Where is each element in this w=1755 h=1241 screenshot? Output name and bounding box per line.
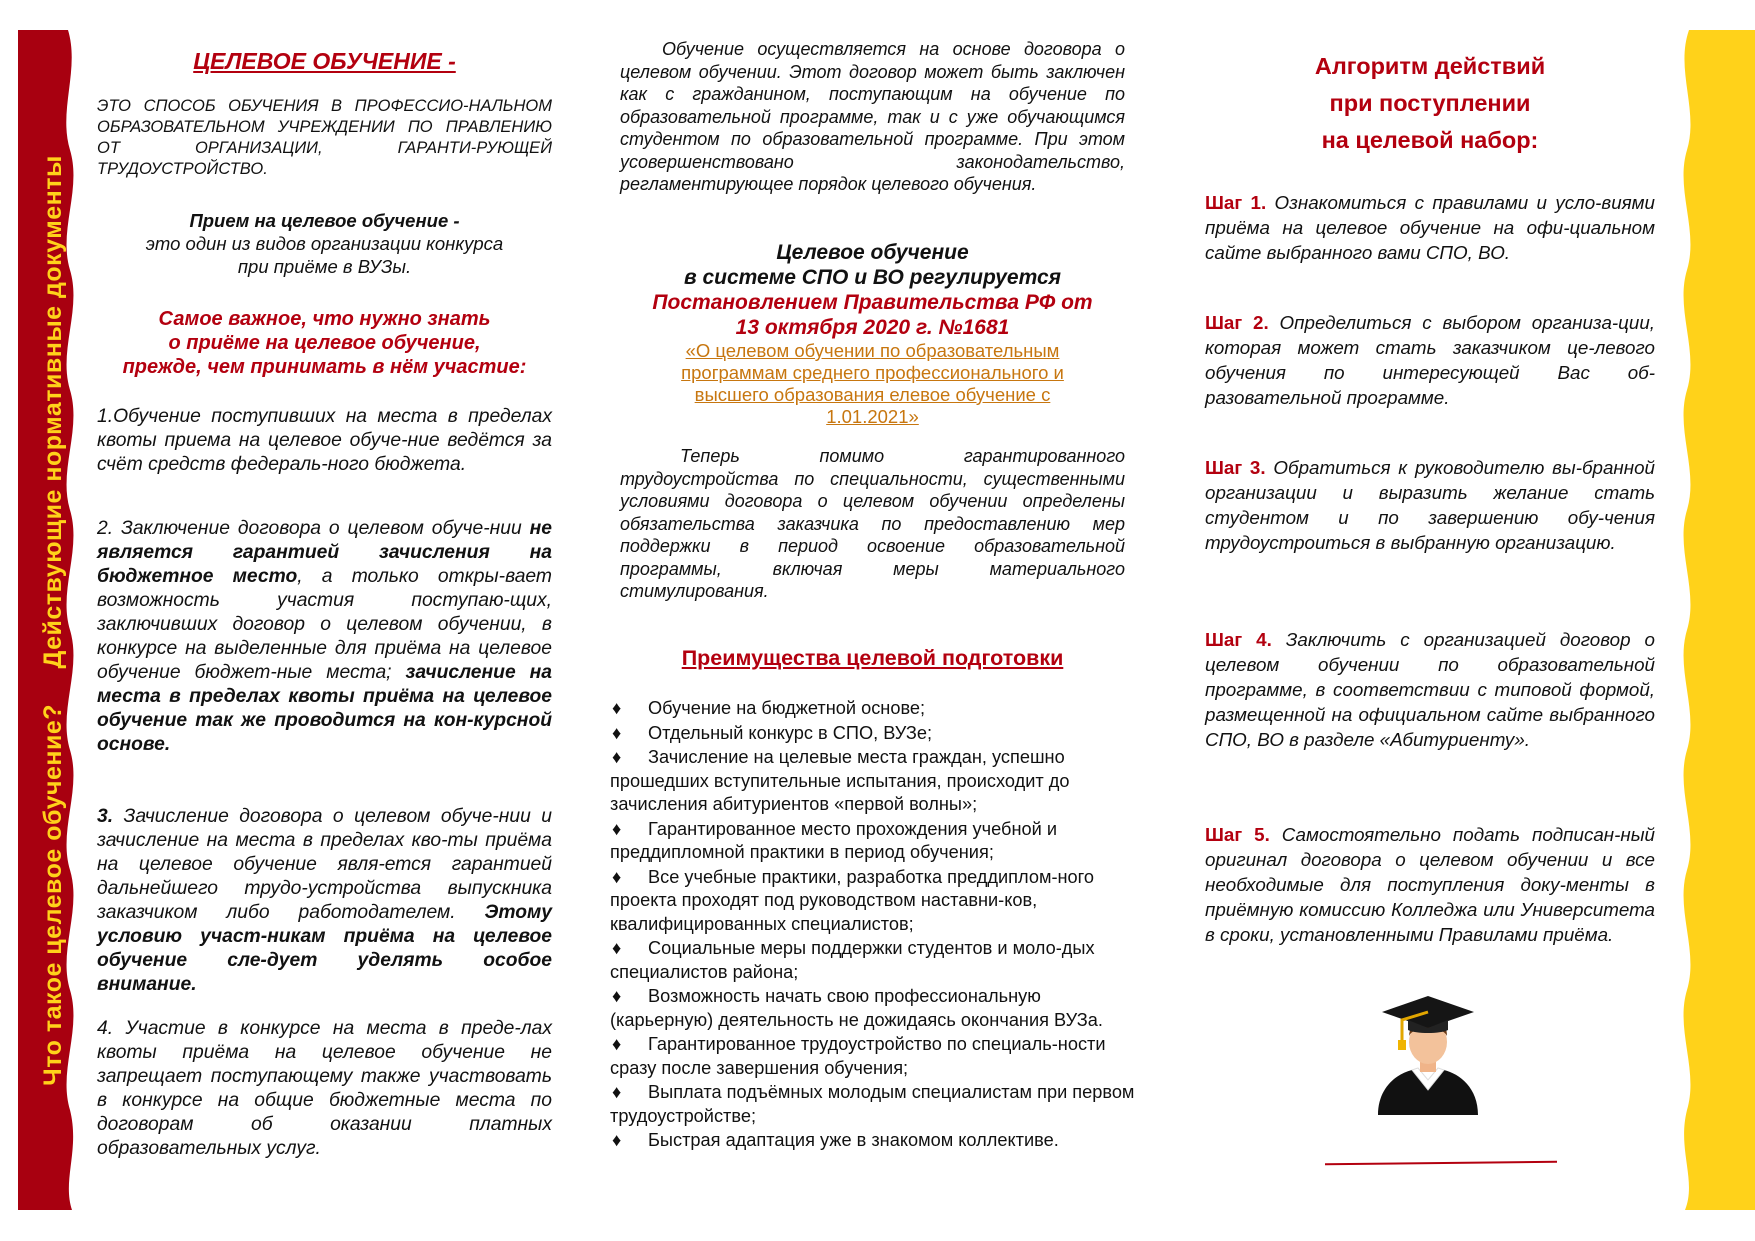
reg-line1: Целевое обучение: [776, 241, 969, 264]
important-heading: [97, 307, 552, 379]
item-3-num: 3.: [97, 806, 114, 827]
step-1: [1205, 190, 1655, 265]
bullet-icon: ♦: [612, 722, 622, 743]
step-text: Ознакомиться с правилами и усло-виями приёма на целевое обучение на офи-циальном сайте выбранного вами СПО, ВО.: [1205, 192, 1655, 263]
important-line1: Самое важное, что нужно знать: [158, 308, 491, 330]
list-item: [610, 1033, 1135, 1080]
advantage-text: Отдельный конкурс в СПО, ВУЗе;: [648, 722, 933, 743]
bullet-icon: ♦: [612, 866, 622, 887]
list-item: [610, 866, 1135, 937]
admission-line2: это один из видов организации конкурса: [145, 233, 504, 254]
item-2-b: не является гарантией зачисления на бюджетное место: [97, 518, 552, 587]
side-banner-text: [22, 30, 84, 1210]
col1-title: ЦЕЛЕВОЕ ОБУЧЕНИЕ -: [193, 48, 456, 74]
step-label: Шаг 4.: [1205, 629, 1272, 650]
regulation-block: [620, 240, 1125, 428]
item-2: [97, 517, 552, 757]
bullet-icon: ♦: [612, 986, 622, 1006]
advantage-text: Выплата подъёмных молодым специалистам при первом трудоустройстве;: [610, 1082, 1135, 1126]
regulation-link[interactable]: «О целевом обучении по образовательным программам среднего профессионального и высшего образования елевое обучение с 1.01.2021»: [681, 340, 1064, 427]
step-3: [1205, 455, 1655, 555]
step-text: Обратиться к руководителю вы-бранной организации и выразить желание стать студентом и по завершению обу-чения трудоустроиться в выбранную организацию.: [1205, 457, 1655, 553]
bullet-icon: ♦: [612, 698, 622, 718]
step-4: [1205, 627, 1655, 752]
step-text: Самостоятельно подать подписан-ный оригинал договора о целевом обучении и все необходимые для поступления доку-менты в приёмную комиссию Колледжа или Университета в сроки, установленными Правилами приёма.: [1205, 824, 1655, 945]
list-item: [610, 937, 1135, 984]
step-label: Шаг 2.: [1205, 312, 1269, 333]
col1-definition: ЭТО СПОСОБ ОБУЧЕНИЯ В ПРОФЕССИО-НАЛЬНОМ ОБРАЗОВАТЕЛЬНОМ УЧРЕЖДЕНИИ ПО ПРАВЛЕНИЮ ОТ ОРГАНИЗАЦИИ, ГАРАНТИ-РУЮЩЕЙ ТРУДОУСТРОЙСТВО.: [97, 97, 552, 178]
bullet-icon: ♦: [612, 818, 622, 839]
step-label: Шаг 1.: [1205, 192, 1267, 213]
advantage-text: Зачисление на целевые места граждан, успешно прошедших вступительные испытания, происходит до зачисления абитуриентов «первой волны»;: [610, 747, 1070, 814]
list-item: [610, 1081, 1135, 1128]
advantage-text: Гарантированное трудоустройство по специаль-ности сразу после завершения обучения;: [610, 1034, 1106, 1078]
item-2-c: , а только откры-вает возможность участия поступаю-щих, заключивших договор о целевом обучении, в конкурсе на выделенные для приёма на целевое обучение бюджет-ные места;: [97, 566, 552, 683]
step-text: Заключить с организацией договор о целевом обучении по образовательной программе, в соответствии с типовой формой, размещенной на официальном сайте выбранного СПО, ВО в разделе «Абитуриенту».: [1205, 629, 1655, 750]
algorithm-title-line1: Алгоритм действий: [1314, 53, 1546, 79]
list-item: [610, 722, 1135, 746]
list-item: [610, 746, 1135, 817]
algorithm-title-line2: при поступлении: [1329, 90, 1531, 116]
step-2: [1205, 310, 1655, 410]
side-banner-text2: Действующие нормативные документы: [38, 154, 67, 668]
signature-line: [1325, 1161, 1557, 1165]
bullet-icon: ♦: [612, 1130, 622, 1150]
graduate-icon: [1372, 990, 1484, 1115]
item-3-b: Этому условию участ-никам приёма на целевое обучение сле-дует уделять особое внимание.: [97, 902, 552, 995]
item-2-a: 2. Заключение договора о целевом обуче-нии: [97, 518, 530, 539]
item-1: 1.Обучение поступивших на места в пределах квоты приема на целевое обуче-ние ведётся за счёт средств федераль-ного бюджета.: [97, 406, 552, 475]
important-line2: о приёме на целевое обучение,: [168, 332, 481, 354]
bullet-icon: ♦: [612, 747, 622, 767]
list-item: [610, 697, 1135, 721]
algorithm-title-line3: на целевой набор:: [1321, 127, 1539, 153]
step-label: Шаг 3.: [1205, 457, 1266, 478]
reg-line3: Постановлением Правительства РФ от: [652, 291, 1093, 314]
item-3: [97, 805, 552, 997]
list-item: [610, 985, 1135, 1032]
advantages-list: [610, 697, 1135, 1154]
advantage-text: Быстрая адаптация уже в знакомом коллективе.: [648, 1130, 1059, 1150]
advantage-text: Социальные меры поддержки студентов и моло-дых специалистов района;: [610, 938, 1095, 982]
reg-line2: в системе СПО и ВО регулируется: [683, 266, 1062, 289]
list-item: [610, 1129, 1135, 1153]
right-banner: [1675, 30, 1755, 1210]
algorithm-title: [1205, 48, 1655, 159]
bullet-icon: ♦: [612, 938, 622, 958]
step-label: Шаг 5.: [1205, 824, 1270, 845]
advantages-title: Преимущества целевой подготовки: [681, 646, 1064, 670]
item-3-a: Зачисление договора о целевом обуче-нии и зачисление на места в пределах кво-ты приёма на целевое обучение явля-ется гарантией дальнейшего трудо-устройства выпускника заказчиком либо работодателем.: [97, 806, 552, 923]
advantage-text: Возможность начать свою профессиональную (карьерную) деятельность не дожидаясь окончания ВУЗа.: [610, 986, 1103, 1030]
admission-block: [97, 209, 552, 278]
bullet-icon: ♦: [612, 1082, 622, 1102]
side-banner-text1: Что такое целевое обучение?: [38, 703, 67, 1086]
advantage-text: Все учебные практики, разработка преддиплом-ного проекта проходят под руководством наставни-ков, квалифицированных специалистов;: [610, 866, 1095, 934]
reg-line4: 13 октября 2020 г. №1681: [735, 316, 1010, 339]
list-item: [610, 818, 1135, 865]
bullet-icon: ♦: [612, 1034, 622, 1054]
item-2-d: зачисление на места в пределах квоты приёма на целевое обучение так же проводится на кон-курсной основе.: [97, 662, 553, 755]
step-5: [1205, 822, 1655, 947]
intro-paragraph: Обучение осуществляется на основе договора о целевом обучении. Этот договор может быть заключен как с гражданином, поступающим на обучение по образовательной программе, так и с уже обучающимся студентом по образовательной программе. При этом усовершенствовано законодательство, регламентирующее порядок целевого обучения.: [620, 39, 1125, 194]
step-text: Определиться с выбором организа-ции, которая может стать заказчиком це-левого обучения по интересующей Вас об-разовательной программе.: [1205, 312, 1656, 408]
admission-line3: при приёме в ВУЗы.: [237, 256, 412, 277]
advantage-text: Обучение на бюджетной основе;: [648, 698, 926, 718]
item-4: 4. Участие в конкурсе на места в преде-лах квоты приёма на целевое обучение не запрещает поступающему также участвовать в конкурсе на общие бюджетные места по договорам об оказании платных образовательных услуг.: [97, 1018, 552, 1159]
important-line3: прежде, чем принимать в нём участие:: [122, 356, 527, 378]
advantage-text: Гарантированное место прохождения учебной и преддипломной практики в период обучения;: [610, 818, 1057, 862]
now-paragraph: Теперь помимо гарантированного трудоустройства по специальности, существенными условиями договора о целевом обучении определены обязательства заказчика по предоставлению мер поддержки в период освоение образовательной программы, включая меры материального стимулирования.: [620, 446, 1125, 601]
admission-title: Прием на целевое обучение -: [189, 210, 460, 231]
